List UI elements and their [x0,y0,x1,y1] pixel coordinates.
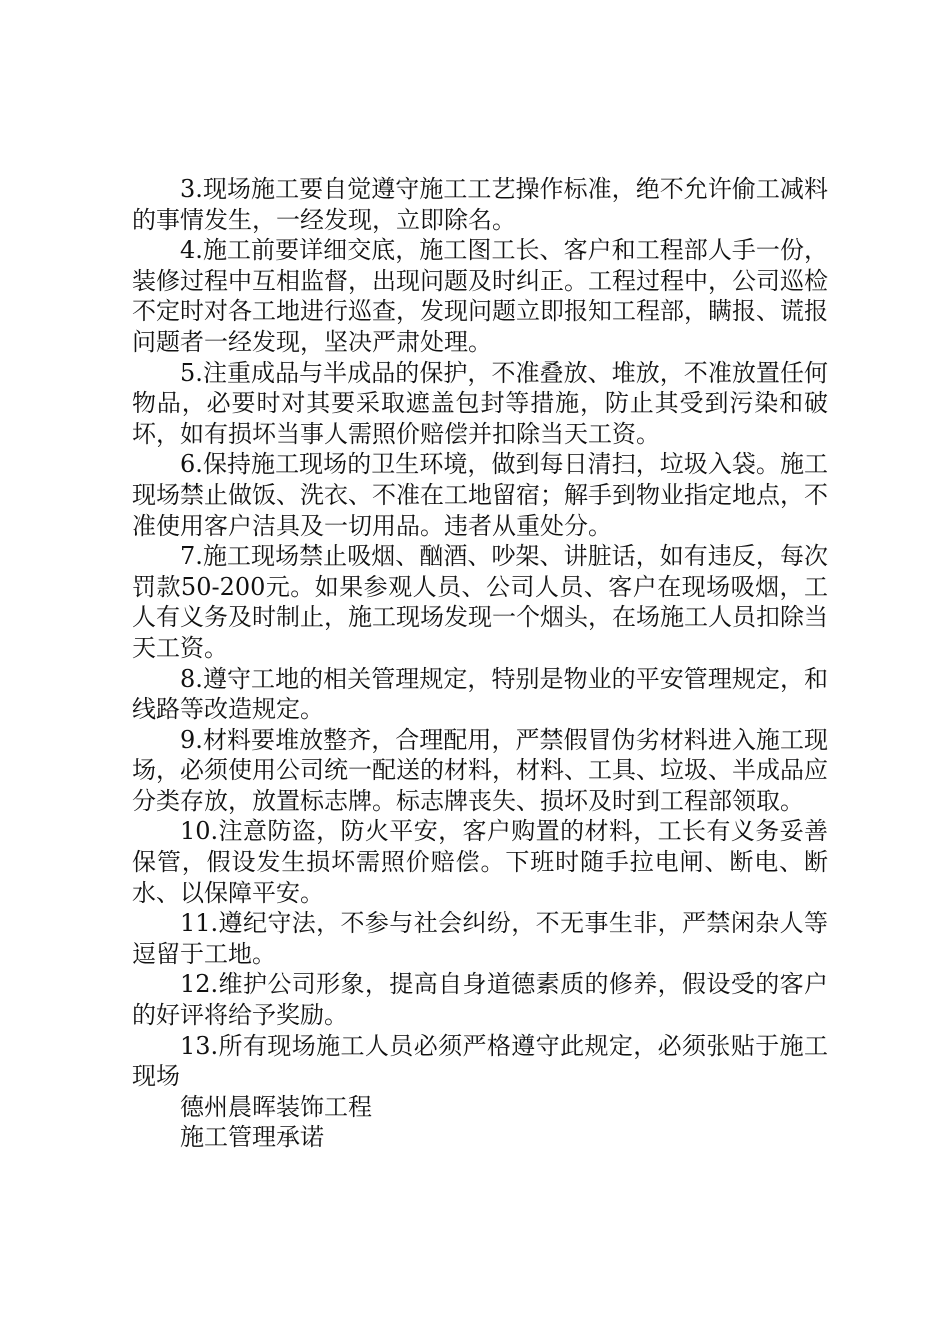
rule-item-8: 8.遵守工地的相关管理规定，特别是物业的平安管理规定，和线路等改造规定。 [132,664,828,724]
company-name: 德州晨晖装饰工程 [180,1092,372,1121]
rule-item-7: 7.施工现场禁止吸烟、酗酒、吵架、讲脏话，如有违反，每次罚款50-200元。如果参观人员、公司人员、客户在现场吸烟，工人有义务及时制止，施工现场发现一个烟头，在场施工人员扣除当天工资。 [132,542,828,662]
document-title: 施工管理承诺 [180,1123,324,1152]
rule-item-4: 4.施工前要详细交底，施工图工长、客户和工程部人手一份，装修过程中互相监督，出现问题及时纠正。工程过程中，公司巡检不定时对各工地进行巡查，发现问题立即报知工程部，瞒报、谎报问题者一经发现，坚决严肃处理。 [132,236,828,356]
rule-item-12: 12.维护公司形象，提高自身道德素质的修养，假设受的客户的好评将给予奖励。 [132,970,828,1030]
rule-item-9: 9.材料要堆放整齐，合理配用，严禁假冒伪劣材料进入施工现场，必须使用公司统一配送的材料，材料、工具、垃圾、半成品应分类存放，放置标志牌。标志牌丧失、损坏及时到工程部领取。 [132,725,828,815]
rule-item-5: 5.注重成品与半成品的保护，不准叠放、堆放，不准放置任何物品，必要时对其要采取遮盖包封等措施，防止其受到污染和破坏，如有损坏当事人需照价赔偿并扣除当天工资。 [132,358,828,448]
rule-item-3: 3.现场施工要自觉遵守施工工艺操作标准，绝不允许偷工减料的事情发生，一经发现，立即除名。 [132,175,828,234]
document-body [132,174,828,1153]
rule-item-6: 6.保持施工现场的卫生环境，做到每日清扫，垃圾入袋。施工现场禁止做饭、洗衣、不准在工地留宿；解手到物业指定地点，不准使用客户洁具及一切用品。违者从重处分。 [132,450,828,540]
rule-item-11: 11.遵纪守法，不参与社会纠纷，不无事生非，严禁闲杂人等逗留于工地。 [132,909,828,968]
rule-item-10: 10.注意防盗，防火平安，客户购置的材料，工长有义务妥善保管，假设发生损坏需照价赔偿。下班时随手拉电闸、断电、断水、以保障平安。 [132,817,828,907]
rule-item-13: 13.所有现场施工人员必须严格遵守此规定，必须张贴于施工现场 [132,1031,828,1091]
